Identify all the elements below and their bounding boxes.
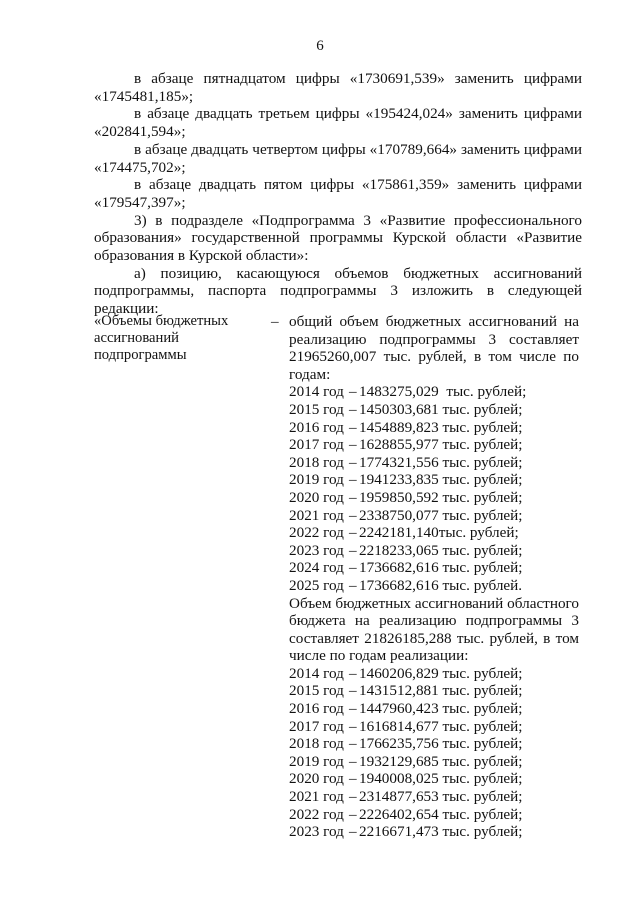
year-dash: – [349, 788, 357, 806]
year-row [289, 577, 579, 595]
paragraph-item-a: а) позицию, касающуюся объемов бюджетных ассигнований подпрограммы, паспорта подпрограммы 3 изложить в следующей редакции: [94, 264, 582, 318]
paragraph-amendment-24: в абзаце двадцать четвертом цифры «170789,664» заменить цифрами «174475,702»; [94, 140, 582, 176]
year-amount: 1616814,677 тыс. рублей; [359, 717, 523, 735]
year-row [289, 718, 579, 736]
year-dash: – [349, 735, 357, 753]
year-label: 2024 год [289, 559, 344, 577]
year-label: 2022 год [289, 805, 344, 823]
year-amount: 1736682,616 тыс. рублей; [359, 559, 523, 577]
year-label: 2016 год [289, 700, 344, 718]
paragraph-subsection-3: 3) в подразделе «Подпрограмма 3 «Развитие профессионального образования» государственной программы Курской области «Развитие образования в Курской области»: [94, 211, 582, 265]
year-dash: – [349, 682, 357, 700]
year-row [289, 682, 579, 700]
year-row [289, 436, 579, 454]
year-dash: – [349, 700, 357, 718]
year-row [289, 700, 579, 718]
document-body [94, 70, 582, 318]
year-label: 2020 год [289, 488, 344, 506]
year-label: 2015 год [289, 400, 344, 418]
year-amount: 1774321,556 тыс. рублей; [359, 453, 523, 471]
year-row [289, 542, 579, 560]
year-amount: 1959850,592 тыс. рублей; [359, 488, 523, 506]
year-label: 2019 год [289, 752, 344, 770]
page-number: 6 [316, 38, 324, 54]
year-dash: – [349, 488, 357, 506]
year-label: 2020 год [289, 770, 344, 788]
year-amount: 1483275,029 тыс. рублей; [359, 383, 527, 401]
year-row [289, 735, 579, 753]
year-label: 2018 год [289, 453, 344, 471]
year-label: 2021 год [289, 506, 344, 524]
year-label: 2016 год [289, 418, 344, 436]
year-row [289, 665, 579, 683]
year-label: 2023 год [289, 823, 344, 841]
year-dash: – [349, 400, 357, 418]
year-label: 2018 год [289, 735, 344, 753]
year-amount: 2216671,473 тыс. рублей; [359, 823, 523, 841]
year-dash: – [349, 559, 357, 577]
year-amount: 1932129,685 тыс. рублей; [359, 752, 523, 770]
year-dash: – [349, 453, 357, 471]
year-amount: 1940008,025 тыс. рублей; [359, 770, 523, 788]
year-dash: – [349, 752, 357, 770]
year-amount: 2338750,077 тыс. рублей; [359, 506, 523, 524]
total-allocation-text: общий объем бюджетных ассигнований на реализацию подпрограммы 3 составляет 21965260,007 тыс. рублей, в том числе по годам: [289, 313, 579, 383]
paragraph-amendment-15: в абзаце пятнадцатом цифры «1730691,539» заменить цифрами «1745481,185»; [94, 70, 582, 105]
year-row [289, 419, 579, 437]
year-dash: – [349, 805, 357, 823]
year-row [289, 471, 579, 489]
year-label: 2023 год [289, 541, 344, 559]
year-row [289, 454, 579, 472]
year-label: 2025 год [289, 576, 344, 594]
year-dash: – [349, 471, 357, 489]
year-dash: – [349, 418, 357, 436]
year-label: 2014 год [289, 383, 344, 401]
year-amount: 2314877,653 тыс. рублей; [359, 788, 523, 806]
year-label: 2015 год [289, 682, 344, 700]
year-dash: – [349, 770, 357, 788]
year-amount: 2218233,065 тыс. рублей; [359, 541, 523, 559]
year-row [289, 489, 579, 507]
year-amount: 1766235,756 тыс. рублей; [359, 735, 523, 753]
regional-allocation-text: Объем бюджетных ассигнований областного бюджета на реализацию подпрограммы 3 составляет 21826185,288 тыс. рублей, в том числе по годам реализации: [289, 594, 579, 665]
year-dash: – [349, 506, 357, 524]
paragraph-amendment-25: в абзаце двадцать пятом цифры «175861,359» заменить цифрами «179547,397»; [94, 176, 582, 211]
year-row [289, 823, 579, 841]
year-amount: 2242181,140тыс. рублей; [359, 524, 519, 542]
table-right-content [289, 313, 579, 841]
year-label: 2014 год [289, 664, 344, 682]
year-dash: – [349, 383, 357, 401]
year-row [289, 507, 579, 525]
year-row [289, 788, 579, 806]
year-amount: 2226402,654 тыс. рублей; [359, 805, 523, 823]
year-label: 2017 год [289, 436, 344, 454]
years-total-list [289, 383, 579, 594]
year-row [289, 770, 579, 788]
year-amount: 1460206,829 тыс. рублей; [359, 664, 523, 682]
year-dash: – [349, 576, 357, 594]
year-row [289, 383, 579, 401]
year-amount: 1454889,823 тыс. рублей; [359, 418, 523, 436]
year-dash: – [349, 541, 357, 559]
year-label: 2021 год [289, 788, 344, 806]
year-amount: 1431512,881 тыс. рублей; [359, 682, 523, 700]
table-dash: – [271, 313, 279, 330]
year-amount: 1450303,681 тыс. рублей; [359, 400, 523, 418]
paragraph-amendment-23: в абзаце двадцать третьем цифры «195424,024» заменить цифрами «202841,594»; [94, 105, 582, 141]
year-row [289, 401, 579, 419]
table-left-label: «Объемы бюджетных ассигнований подпрограммы [94, 313, 229, 364]
year-row [289, 524, 579, 542]
year-label: 2022 год [289, 524, 344, 542]
year-label: 2017 год [289, 717, 344, 735]
year-amount: 1736682,616 тыс. рублей. [359, 576, 523, 594]
year-label: 2019 год [289, 471, 344, 489]
year-dash: – [349, 436, 357, 454]
year-row [289, 806, 579, 824]
year-dash: – [349, 717, 357, 735]
year-amount: 1628855,977 тыс. рублей; [359, 436, 523, 454]
year-row [289, 753, 579, 771]
year-amount: 1941233,835 тыс. рублей; [359, 471, 523, 489]
year-amount: 1447960,423 тыс. рублей; [359, 700, 523, 718]
year-dash: – [349, 524, 357, 542]
year-dash: – [349, 823, 357, 841]
years-regional-list [289, 665, 579, 841]
year-dash: – [349, 664, 357, 682]
year-row [289, 559, 579, 577]
